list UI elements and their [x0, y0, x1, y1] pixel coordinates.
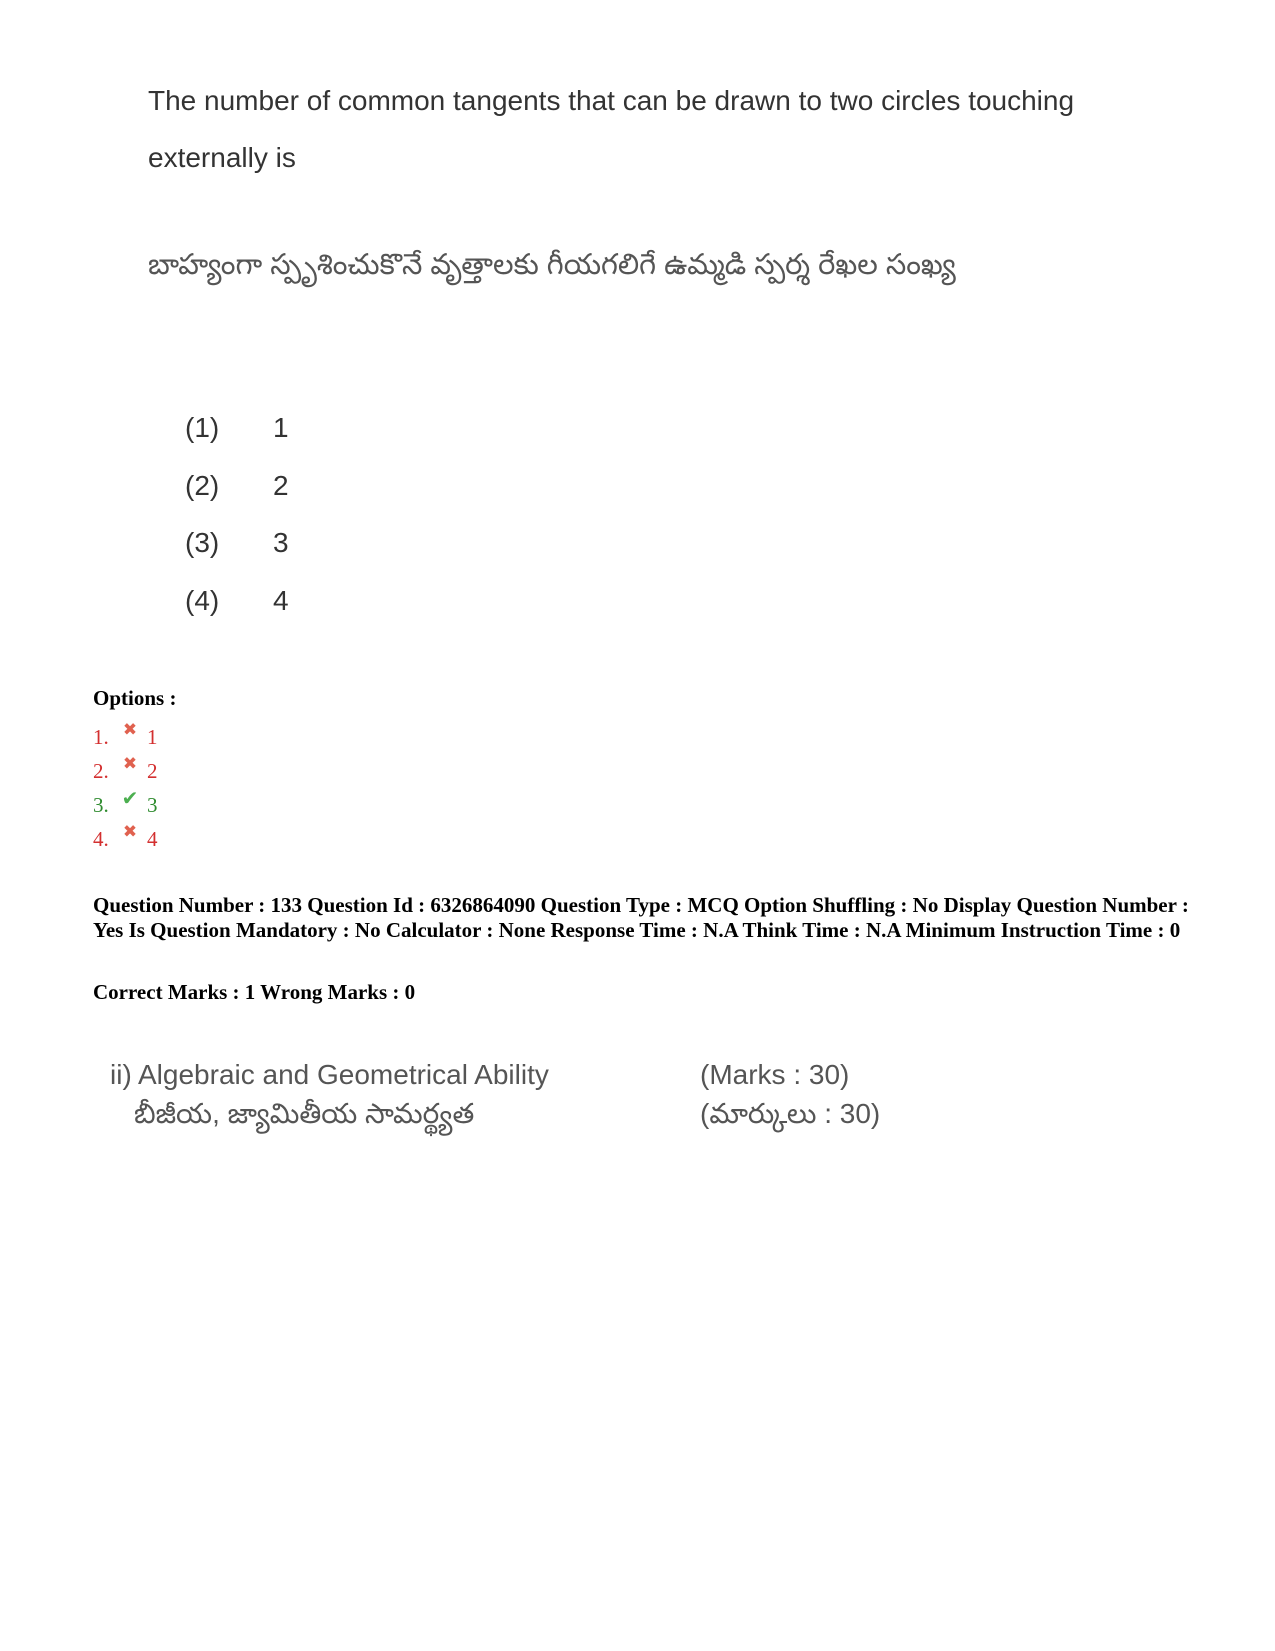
image-option-2: [185, 470, 289, 528]
question-metadata: Question Number : 133 Question Id : 6326864090 Question Type : MCQ Option Shuffling : No Display Question Number : Yes Is Question Mandatory : No Calculator : None Response Time : N.A Think Time : N.A Minimum Instruction Time : 0: [93, 893, 1189, 942]
answer-value: 1: [147, 724, 158, 749]
section-row-english: [110, 1055, 1010, 1094]
image-option-value: 1: [273, 412, 289, 443]
answer-index: 2.: [93, 758, 109, 783]
image-option-3: [185, 527, 289, 585]
cross-icon: ✖: [122, 720, 138, 739]
image-option-value: 4: [273, 584, 289, 616]
section-row-telugu: [110, 1094, 1010, 1133]
image-option-value: 2: [273, 469, 289, 501]
options-heading: Options :: [93, 686, 177, 710]
answer-option-2: [93, 754, 158, 788]
section-title-telugu: బీజీయ, జ్యామితీయ సామర్థ్యత: [134, 1098, 475, 1129]
answer-list: [93, 720, 158, 856]
image-option-1: [185, 412, 289, 470]
image-option-label: (1): [185, 412, 220, 443]
answer-index: 3.: [93, 792, 109, 817]
answer-value: 4: [147, 826, 158, 851]
answer-option-4: [93, 822, 158, 856]
image-option-4: [185, 585, 289, 643]
section-marks-telugu: (మార్కులు : 30): [700, 1098, 881, 1129]
marks-line: Correct Marks : 1 Wrong Marks : 0: [93, 980, 416, 1004]
answer-value: 2: [147, 758, 158, 783]
image-option-value: 3: [273, 527, 289, 558]
question-image-options: [185, 412, 289, 642]
check-icon: ✔: [121, 787, 139, 810]
image-option-label: (2): [185, 469, 220, 501]
section-marks-english: (Marks : 30): [700, 1059, 850, 1090]
answer-option-1: [93, 720, 158, 754]
answer-index: 1.: [93, 724, 109, 749]
image-option-label: (3): [185, 527, 220, 558]
image-option-label: (4): [185, 584, 220, 616]
answer-option-3: [93, 788, 158, 822]
cross-icon: ✖: [122, 822, 138, 841]
section-header: [110, 1055, 1010, 1133]
answer-index: 4.: [93, 826, 109, 851]
answer-value: 3: [147, 792, 158, 817]
question-text-telugu: బాహ్యంగా స్పృశించుకొనే వృత్తాలకు గీయగలిగే ఉమ్మడి స్పర్శ రేఖల సంఖ్య: [148, 249, 956, 281]
section-title-english: ii) Algebraic and Geometrical Ability: [110, 1059, 549, 1090]
cross-icon: ✖: [122, 754, 138, 773]
question-text-english: The number of common tangents that can be drawn to two circles touching externally is: [148, 85, 1075, 173]
